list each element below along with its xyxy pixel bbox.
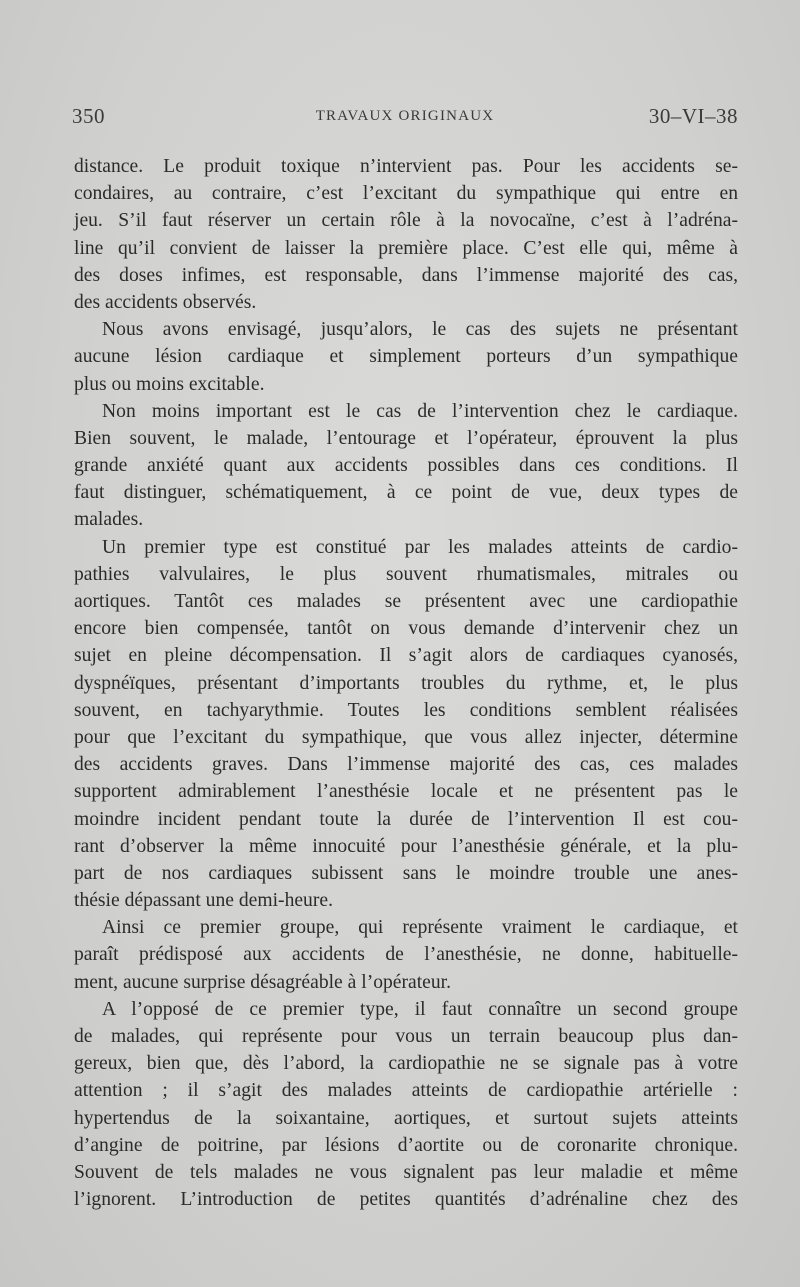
text-line: Ainsi ce premier groupe, qui représente vraiment le cardiaque, et [102,917,738,939]
paragraph [74,996,738,1214]
text-line: des accidents graves. Dans l’immense majorité des cas, ces malades [74,754,738,776]
text-line: d’angine de poitrine, par lésions d’aortite ou de coronarite chronique. [74,1134,738,1156]
paragraph [74,534,738,915]
text-line: thésie dépassant une demi-heure. [74,890,333,912]
paragraph [74,914,738,996]
text-line: de malades, qui représente pour vous un terrain beaucoup plus dan- [74,1026,738,1047]
text-line: moindre incident pendant toute la durée de l’intervention Il est cou- [74,808,738,830]
text-line: malades. [74,509,144,531]
text-line: dyspnéïques, présentant d’importants troubles du rythme, et, le plus [74,672,738,694]
text-line: supportent admirablement l’anesthésie locale et ne présentent pas le [74,781,738,803]
text-line: Non moins important est le cas de l’intervention chez le cardiaque. [102,400,738,422]
text-line: gereux, bien que, dès l’abord, la cardiopathie ne se signale pas à votre [74,1053,738,1075]
paragraph [74,398,738,534]
text-line: Nous avons envisagé, jusqu’alors, le cas des sujets ne présentant [102,319,738,341]
paragraph [74,316,738,398]
text-line: paraît prédisposé aux accidents de l’anesthésie, ne donne, habituelle- [74,944,738,966]
text-line: aucune lésion cardiaque et simplement porteurs d’un sympathique [74,346,738,368]
text-line: rant d’observer la même innocuité pour l’anesthésie générale, et la plu- [74,835,738,857]
text-line: faut distinguer, schématiquement, à ce point de vue, deux types de [74,482,738,504]
running-header [72,104,738,136]
text-line: distance. Le produit toxique n’intervient pas. Pour les accidents se- [74,156,738,177]
text-line: condaires, au contraire, c’est l’excitant du sympathique qui entre en [74,183,738,205]
header-date: 30–VI–38 [648,104,738,128]
text-line: part de nos cardiaques subissent sans le moindre trouble une anes- [74,862,738,884]
text-line: A l’opposé de ce premier type, il faut connaître un second groupe [102,998,738,1020]
body-text [74,153,738,1213]
text-line: Un premier type est constitué par les malades atteints de cardio- [102,536,738,558]
text-line: line qu’il convient de laisser la première place. C’est elle qui, même à [74,237,738,259]
text-line: aortiques. Tantôt ces malades se présentent avec une cardiopathie [74,591,738,612]
text-line: hypertendus de la soixantaine, aortiques, et surtout sujets atteints [74,1107,738,1129]
text-line: plus ou moins excitable. [74,373,265,395]
text-line: pour que l’excitant du sympathique, que vous allez injecter, détermine [74,726,738,748]
text-line: souvent, en tachyarythmie. Toutes les conditions semblent réalisées [74,699,738,721]
text-line: encore bien compensée, tantôt on vous demande d’intervenir chez un [74,618,738,640]
text-line: sujet en pleine décompensation. Il s’agit alors de cardiaques cyanosés, [74,645,738,667]
text-line: Bien souvent, le malade, l’entourage et l’opérateur, éprouvent la plus [74,427,738,449]
text-line: pathies valvulaires, le plus souvent rhumatismales, mitrales ou [74,563,738,585]
paragraph [74,153,738,316]
text-line: attention ; il s’agit des malades atteints de cardiopathie artérielle : [74,1080,738,1102]
text-line: ment, aucune surprise désagréable à l’opérateur. [74,971,452,993]
text-line: jeu. S’il faut réserver un certain rôle à la novocaïne, c’est à l’adréna- [74,210,738,232]
text-line: Souvent de tels malades ne vous signalent pas leur maladie et même [74,1161,738,1183]
text-line: l’ignorent. L’introduction de petites quantités d’adrénaline chez des [74,1189,738,1211]
text-line: des accidents observés. [74,291,257,313]
running-title: TRAVAUX ORIGINAUX [315,108,495,124]
text-line: des doses infimes, est responsable, dans l’immense majorité des cas, [74,264,738,286]
text-line: grande anxiété quant aux accidents possibles dans ces conditions. Il [74,455,738,477]
page-number: 350 [72,104,105,128]
